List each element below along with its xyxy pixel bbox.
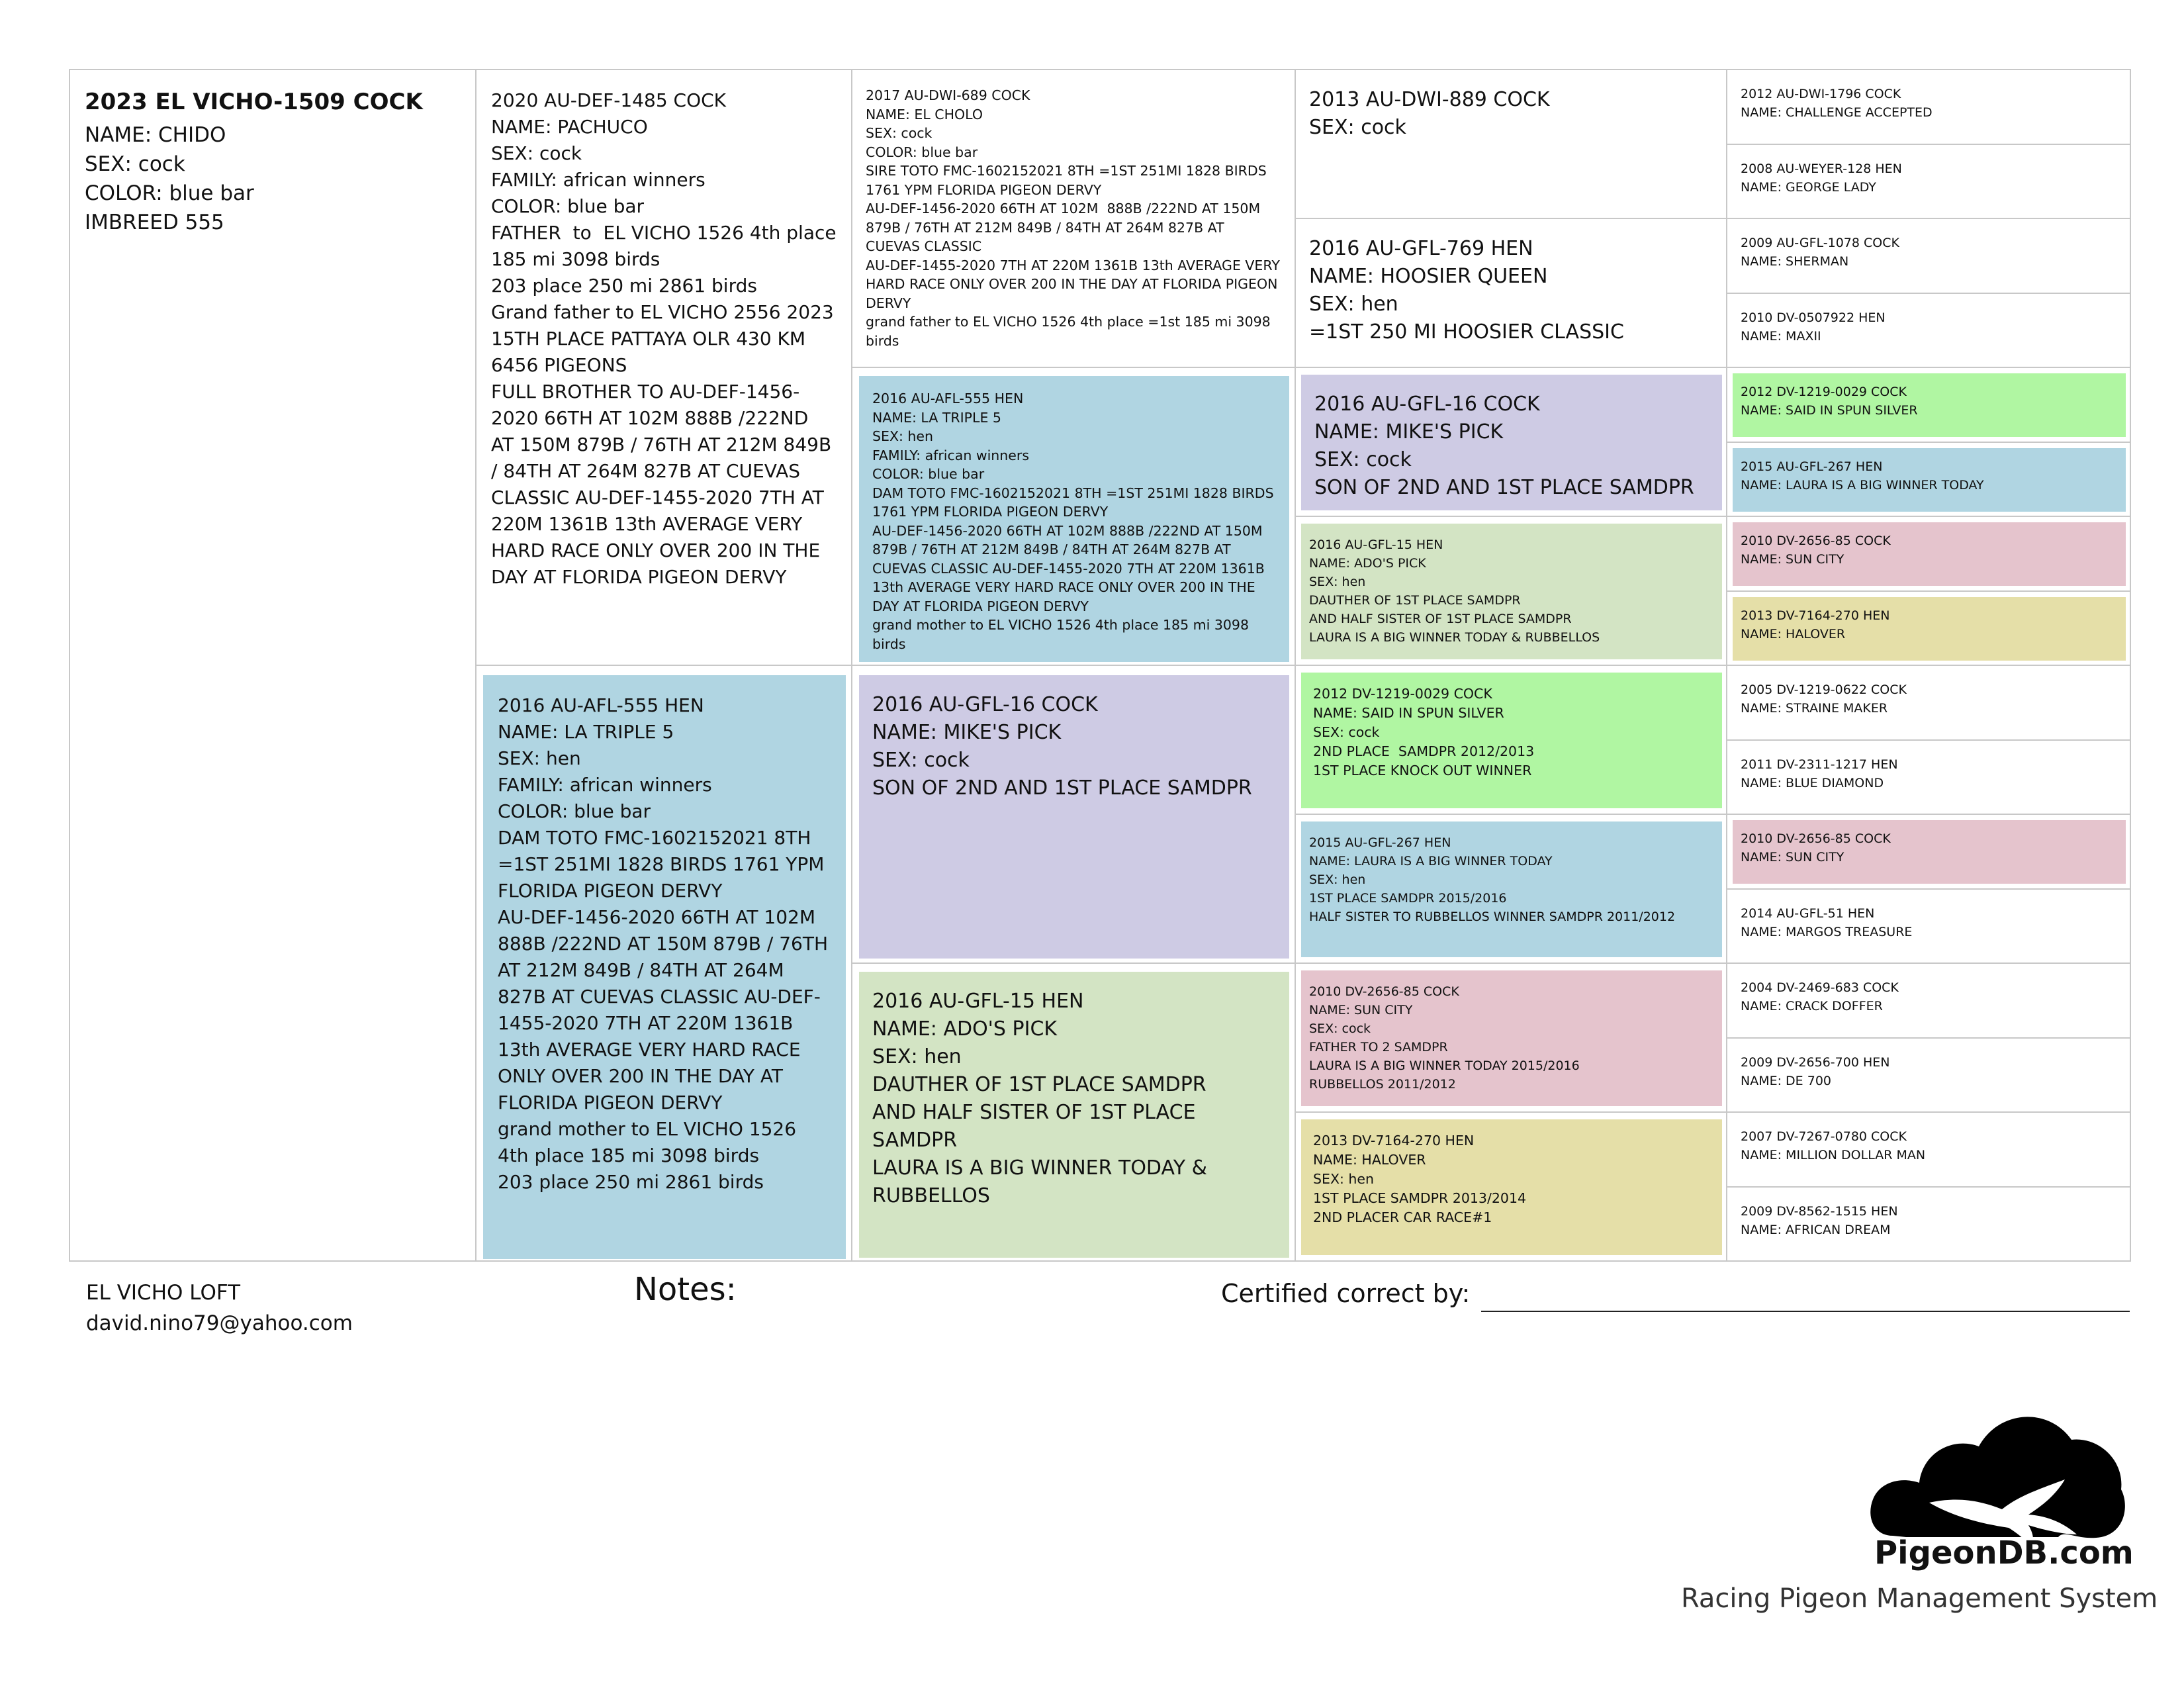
gen4-card [1733,522,2126,586]
logo-name: PigeonDB.com [1874,1534,2134,1571]
gen4-cell [1726,516,2131,592]
pedigree-line: 2007 DV-7267-0780 COCK [1741,1129,1907,1144]
pedigree-line: NAME: MIKE'S PICK [872,721,1062,744]
pedigree-line: DAUTHER OF 1ST PLACE SAMDPR [872,1073,1206,1096]
pedigree-line: 2016 AU-AFL-555 HEN [872,391,1024,406]
pedigree-line: LAURA IS A BIG WINNER TODAY 2015/2016 [1309,1058,1580,1073]
pedigree-line: 2010 DV-2656-85 COCK [1741,534,1891,548]
gen4-card [1733,448,2126,512]
pedigree-line: 2020 AU-DEF-1485 COCK [491,89,727,111]
pedigree-line: NAME: GEORGE LADY [1741,179,1876,195]
pedigree-line: Grand father to EL VICHO 2556 2023 15TH PLACE PATTAYA OLR 430 KM 6456 PIGEONS [491,301,840,376]
dam-sire-card [859,675,1289,959]
gen4-cell [1726,590,2131,667]
gen4-cell [1726,1111,2131,1188]
pedigree-line: NAME: MAXII [1741,328,1821,344]
pedigree-line: FATHER TO 2 SAMDPR [1309,1040,1448,1055]
pedigree-line: 2ND PLACE SAMDPR 2012/2013 [1313,743,1535,759]
pedigree-line: SEX: cock [1309,1021,1371,1036]
dam-card [483,675,846,1259]
gen4-cell [1726,814,2131,890]
pedigree-line: NAME: SAID IN SPUN SILVER [1313,705,1504,721]
pedigree-line: COLOR: blue bar [872,466,985,482]
pedigree-line: NAME: HALOVER [1313,1152,1426,1168]
pedigree-line: COLOR: blue bar [85,181,254,205]
pedigree-line: IMBREED 555 [85,211,224,234]
pedigree-line: COLOR: blue bar [491,195,645,217]
pedigree-line: grand mother to EL VICHO 1526 4th place 185 mi 3098 birds [498,1118,802,1166]
gen3-cell [1295,218,1727,368]
pedigree-line: NAME: MILLION DOLLAR MAN [1741,1148,1926,1162]
pedigree-line: NAME: MIKE'S PICK [1314,420,1504,444]
pedigree-line: 2005 DV-1219-0622 COCK [1741,682,1907,697]
gen3-cell [1295,516,1727,666]
pedigree-line: NAME: BLUE DIAMOND [1741,775,1884,790]
pedigree-line: SEX: hen [1309,293,1398,316]
sire-card [475,69,852,666]
pedigree-line: FAMILY: african winners [498,774,712,796]
notes-label: Notes: [634,1271,737,1308]
pedigree-line: 2013 DV-7164-270 HEN [1313,1133,1475,1149]
pedigree-line: SEX: hen [1309,575,1366,589]
gen3-card [1301,970,1722,1106]
gen4-cell [1726,293,2131,369]
gen4-cell [1726,69,2131,145]
pedigree-line: FATHER to EL VICHO 1526 4th place 185 mi 3098 birds [491,222,842,270]
pedigree-line: 2016 AU-GFL-15 HEN [1309,538,1443,552]
pedigree-line: AU-DEF-1455-2020 7TH AT 220M 1361B 13th AVERAGE VERY HARD RACE ONLY OVER 200 IN THE DAY AT FLORIDA PIGEON DERVY [866,257,1285,311]
pedigree-line: 1ST PLACE KNOCK OUT WINNER [1313,763,1532,778]
pedigree-line: SEX: hen [872,1045,962,1068]
certified-label: Certified correct by: [1221,1279,1471,1308]
dam-sire-cell [851,665,1296,964]
pedigree-line: 2016 AU-GFL-16 COCK [872,693,1098,716]
gen4-cell [1726,442,2131,518]
pedigree-line: 2016 AU-AFL-555 HEN [498,694,704,716]
pedigree-line: 2016 AU-GFL-16 COCK [1314,393,1540,416]
pedigree-line: NAME: ADO'S PICK [1309,556,1426,571]
pedigree-line: 2016 AU-GFL-15 HEN [872,990,1084,1013]
pedigree-line: SON OF 2ND AND 1ST PLACE SAMDPR [1314,476,1694,499]
gen4-cell [1726,1186,2131,1262]
signature-line [1481,1311,2130,1312]
pedigree-line: 2015 AU-GFL-267 HEN [1741,459,1883,474]
pedigree-line: SEX: hen [1309,872,1366,887]
pedigree-line: 2012 DV-1219-0029 COCK [1313,686,1492,702]
pedigree-line: DAM TOTO FMC-1602152021 8TH =1ST 251MI 1828 BIRDS 1761 YPM FLORIDA PIGEON DERVY [498,827,831,902]
dam-dam-card [859,972,1289,1258]
sire-sire-card [851,69,1296,368]
pedigree-line: NAME: CHIDO [85,123,226,147]
sire-dam-cell [851,367,1296,666]
gen3-cell [1295,367,1727,517]
pedigree-line: RUBBELLOS 2011/2012 [1309,1077,1456,1092]
subject-card [69,69,477,1262]
pedigree-line: 2017 AU-DWI-689 COCK [866,87,1030,103]
pedigree-line: 2015 AU-GFL-267 HEN [1309,835,1451,850]
gen3-cell [1295,962,1727,1113]
pedigree-line: NAME: LAURA IS A BIG WINNER TODAY [1309,854,1553,868]
pedigree-line: COLOR: blue bar [866,144,978,160]
dam-dam-cell [851,962,1296,1262]
gen4-card [1733,597,2126,661]
gen4-cell [1726,739,2131,816]
pedigree-line: SEX: cock [491,142,582,164]
pedigree-line: SEX: hen [498,747,581,769]
pedigree-line: 2012 AU-DWI-1796 COCK [1741,87,1901,101]
pedigree-line: SEX: cock [866,125,933,141]
gen3-cell [1295,1111,1727,1262]
sire-dam-card [859,376,1289,662]
pedigree-line: NAME: LA TRIPLE 5 [872,409,1001,426]
pedigree-line: SEX: cock [872,749,970,772]
pedigree-line: NAME: CHALLENGE ACCEPTED [1741,105,1933,120]
loft-email[interactable]: david.nino79@yahoo.com [86,1311,353,1335]
pedigree-line: 203 place 250 mi 2861 birds [491,275,757,297]
logo-tagline: Racing Pigeon Management System [1681,1583,2158,1614]
pedigree-line: 2010 DV-2656-85 COCK [1309,984,1459,999]
pedigree-line: NAME: LAURA IS A BIG WINNER TODAY [1741,477,1984,492]
gen4-cell [1726,1037,2131,1113]
pedigree-line: grand father to EL VICHO 1526 4th place =1st 185 mi 3098 birds [866,314,1275,349]
gen4-cell [1726,218,2131,294]
pedigree-line: AU-DEF-1456-2020 66TH AT 102M 888B /222ND AT 150M 879B / 76TH AT 212M 849B / 84TH AT 264M 827B AT CUEVAS CLASSIC AU-DEF-1455-2020 7TH AT 220M 1361B 13th AVERAGE VERY HARD RACE ONLY OVER 200 IN THE DAY AT FLORIDA PIGEON DERVY [872,522,1269,614]
pedigree-line: 1ST PLACE SAMDPR 2015/2016 [1309,891,1507,906]
pedigree-line: AU-DEF-1456-2020 66TH AT 102M 888B /222ND AT 150M 879B / 76TH AT 212M 849B / 84TH AT 264M 827B AT CUEVAS CLASSIC AU-DEF-1455-2020 7TH AT 220M 1361B 13th AVERAGE VERY HARD RACE ONLY OVER 200 IN THE DAY AT FLORIDA PIGEON DERVY [498,906,834,1113]
pedigree-line: FAMILY: african winners [491,169,705,191]
pedigree-line: 2010 DV-0507922 HEN [1741,310,1886,325]
pedigree-line: NAME: AFRICAN DREAM [1741,1222,1891,1237]
pedigree-line: NAME: SHERMAN [1741,254,1849,269]
gen4-cell [1726,367,2131,443]
pedigree-line: 2023 EL VICHO-1509 COCK [85,89,423,115]
pedigree-line: 2011 DV-2311-1217 HEN [1741,757,1898,772]
pedigree-line: SEX: cock [85,152,185,176]
pedigree-line: AND HALF SISTER OF 1ST PLACE SAMDPR [872,1101,1203,1152]
pedigree-line: FAMILY: african winners [872,447,1030,463]
pedigree-line: LAURA IS A BIG WINNER TODAY & RUBBELLOS [1309,630,1600,645]
pedigree-line: SEX: hen [1313,1171,1375,1187]
pedigree-line: 2010 DV-2656-85 COCK [1741,831,1891,846]
pedigree-line: NAME: ADO'S PICK [872,1017,1058,1041]
pedigree-line: 2014 AU-GFL-51 HEN [1741,906,1875,921]
pedigree-line: NAME: SUN CITY [1741,850,1844,865]
pedigree-line: AU-DEF-1456-2020 66TH AT 102M 888B /222ND AT 150M 879B / 76TH AT 212M 849B / 84TH AT 264M 827B AT CUEVAS CLASSIC [866,201,1265,254]
pedigree-line: COLOR: blue bar [498,800,651,822]
pedigree-line: NAME: MARGOS TREASURE [1741,924,1913,939]
pedigree-line: FULL BROTHER TO AU-DEF-1456-2020 66TH AT 102M 888B /222ND AT 150M 879B / 76TH AT 212M 849B / 84TH AT 264M 827B AT CUEVAS CLASSIC AU-DEF-1455-2020 7TH AT 220M 1361B 13th AVERAGE VERY HARD RACE ONLY OVER 200 IN THE DAY AT FLORIDA PIGEON DERVY [491,381,838,588]
pedigree-line: 2008 AU-WEYER-128 HEN [1741,161,1902,176]
pedigree-line: grand mother to EL VICHO 1526 4th place 185 mi 3098 birds [872,617,1253,652]
pedigree-line: DAM TOTO FMC-1602152021 8TH =1ST 251MI 1828 BIRDS 1761 YPM FLORIDA PIGEON DERVY [872,485,1279,520]
pedigree-line: NAME: SAID IN SPUN SILVER [1741,403,1918,418]
pedigree-line: NAME: DE 700 [1741,1073,1831,1088]
pedigree-line: 203 place 250 mi 2861 birds [498,1171,764,1193]
pedigree-line: NAME: SUN CITY [1741,552,1844,567]
gen3-card [1301,375,1722,510]
pedigree-line: SEX: cock [1309,116,1406,139]
pedigree-line: NAME: HALOVER [1741,626,1846,641]
pedigree-line: 2013 DV-7164-270 HEN [1741,608,1890,623]
pedigree-line: 2013 AU-DWI-889 COCK [1309,88,1550,111]
pedigree-line: NAME: STRAINE MAKER [1741,701,1888,716]
pedigree-line: 2009 DV-8562-1515 HEN [1741,1203,1898,1219]
pedigree-line: DAUTHER OF 1ST PLACE SAMDPR [1309,593,1521,608]
pedigree-line: NAME: HOOSIER QUEEN [1309,265,1548,288]
gen4-cell [1726,144,2131,220]
pedigree-line: 2ND PLACER CAR RACE#1 [1313,1209,1492,1225]
pedigree-line: SEX: cock [1313,724,1380,740]
pedigree-line: =1ST 250 MI HOOSIER CLASSIC [1309,320,1624,344]
pedigree-line: 2004 DV-2469-683 COCK [1741,980,1899,995]
gen3-cell [1295,665,1727,815]
pedigree-line: NAME: LA TRIPLE 5 [498,721,674,743]
pedigree-line: NAME: EL CHOLO [866,106,983,122]
pedigree-line: LAURA IS A BIG WINNER TODAY & RUBBELLOS [872,1156,1214,1207]
gen4-card [1733,373,2126,437]
pedigree-line: NAME: SUN CITY [1309,1003,1413,1017]
pedigree-line: SEX: hen [872,428,934,444]
pedigree-line: SIRE TOTO FMC-1602152021 8TH =1ST 251MI 1828 BIRDS 1761 YPM FLORIDA PIGEON DERVY [866,163,1271,198]
pedigree-line: SEX: cock [1314,448,1412,471]
gen4-cell [1726,962,2131,1039]
gen4-cell [1726,665,2131,741]
gen3-cell [1295,814,1727,964]
pedigree-line: AND HALF SISTER OF 1ST PLACE SAMDPR [1309,612,1572,626]
loft-name: EL VICHO LOFT [86,1281,241,1305]
pedigree-line: 2016 AU-GFL-769 HEN [1309,237,1533,260]
pedigree-line: 2009 AU-GFL-1078 COCK [1741,236,1899,250]
gen3-card [1301,1119,1722,1255]
pedigree-line: 1ST PLACE SAMDPR 2013/2014 [1313,1190,1527,1206]
gen3-card [1301,821,1722,957]
gen3-cell [1295,69,1727,219]
gen3-card [1301,673,1722,808]
pedigree-line: HALF SISTER TO RUBBELLOS WINNER SAMDPR 2011/2012 [1309,910,1676,924]
pedigree-line: NAME: CRACK DOFFER [1741,999,1883,1013]
pedigree-line: SON OF 2ND AND 1ST PLACE SAMDPR [872,776,1252,800]
gen3-card [1301,524,1722,659]
pedigree-line: 2009 DV-2656-700 HEN [1741,1055,1890,1070]
gen4-cell [1726,888,2131,964]
pedigree-line: 2012 DV-1219-0029 COCK [1741,385,1907,399]
gen4-card [1733,820,2126,884]
pedigree-line: NAME: PACHUCO [491,116,648,138]
dam-cell [475,665,852,1262]
